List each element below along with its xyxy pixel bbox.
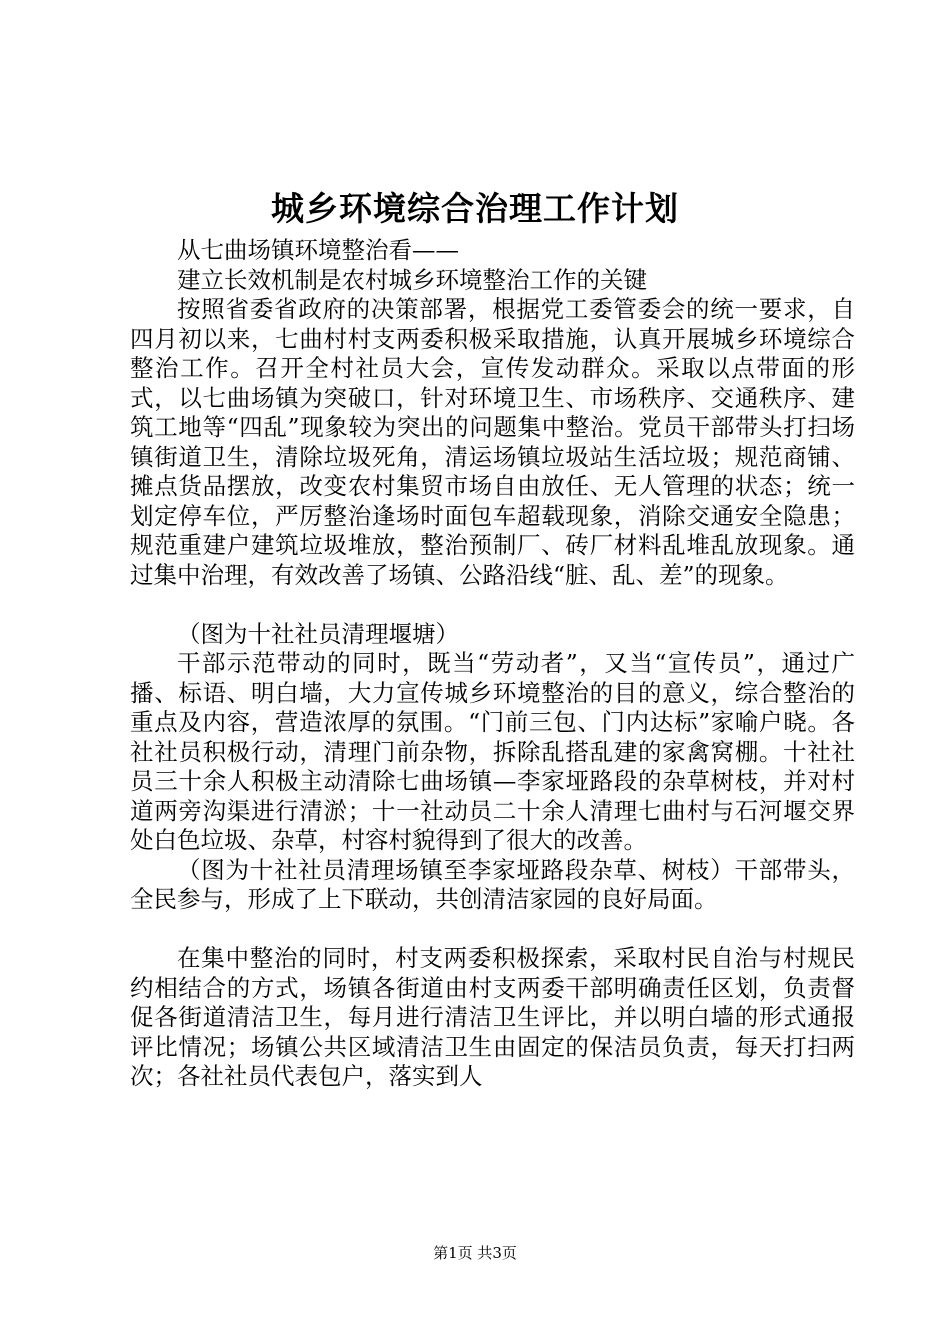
image-caption-1: （图为十社社员清理堰塘） xyxy=(177,619,459,648)
paragraph-2: 干部示范带动的同时，既当“劳动者”，又当“宣传员”，通过广播、标语、明白墙，大力宣传城乡环境整治的目的意义，综合整治的重点及内容，营造浓厚的氛围。“门前三包、门内达标”家喻户晓。各社社员积极行动，清理门前杂物，拆除乱搭乱建的家禽窝棚。十社社员三十余人积极主动清除七曲场镇—李家垭路段的杂草树枝，并对村道两旁沟渠进行清淤；十一社动员二十余人清理七曲村与石河堰交界处白色垃圾、杂草，村容村貌得到了很大的改善。 xyxy=(130,649,855,854)
document-body xyxy=(130,236,855,1092)
subtitle-line-2: 建立长效机制是农村城乡环境整治工作的关键 xyxy=(177,265,647,294)
subtitle-line-1: 从七曲场镇环境整治看—— xyxy=(177,236,459,264)
image-caption-2: （图为十社社员清理场镇至李家垭路段杂草、树枝）干部带头，全民参与，形成了上下联动，共创清洁家园的良好局面。 xyxy=(130,855,855,913)
paragraph-3: 在集中整治的同时，村支两委积极探索，采取村民自治与村规民约相结合的方式，场镇各街道由村支两委干部明确责任区划，负责督促各街道清洁卫生，每月进行清洁卫生评比，并以明白墙的形式通报评比情况；场镇公共区域清洁卫生由固定的保洁员负责，每天打扫两次；各社社员代表包户，落实到人 xyxy=(130,944,855,1090)
paragraph-1: 按照省委省政府的决策部署，根据党工委管委会的统一要求，自四月初以来，七曲村村支两委积极采取措施，认真开展城乡环境综合整治工作。召开全村社员大会，宣传发动群众。采取以点带面的形式，以七曲场镇为突破口，针对环境卫生、市场秩序、交通秩序、建筑工地等“四乱”现象较为突出的问题集中整治。党员干部带头打扫场镇街道卫生，清除垃圾死角，清运场镇垃圾站生活垃圾；规范商铺、摊点货品摆放，改变农村集贸市场自由放任、无人管理的状态；统一划定停车位，严厉整治逢场时面包车超载现象，消除交通安全隐患；规范重建户建筑垃圾堆放，整治预制厂、砖厂材料乱堆乱放现象。通过集中治理，有效改善了场镇、公路沿线“脏、乱、差”的现象。 xyxy=(130,295,855,589)
document-title: 城乡环境综合治理工作计划 xyxy=(271,189,679,228)
page-footer: 第1页 共3页 xyxy=(433,1244,517,1262)
